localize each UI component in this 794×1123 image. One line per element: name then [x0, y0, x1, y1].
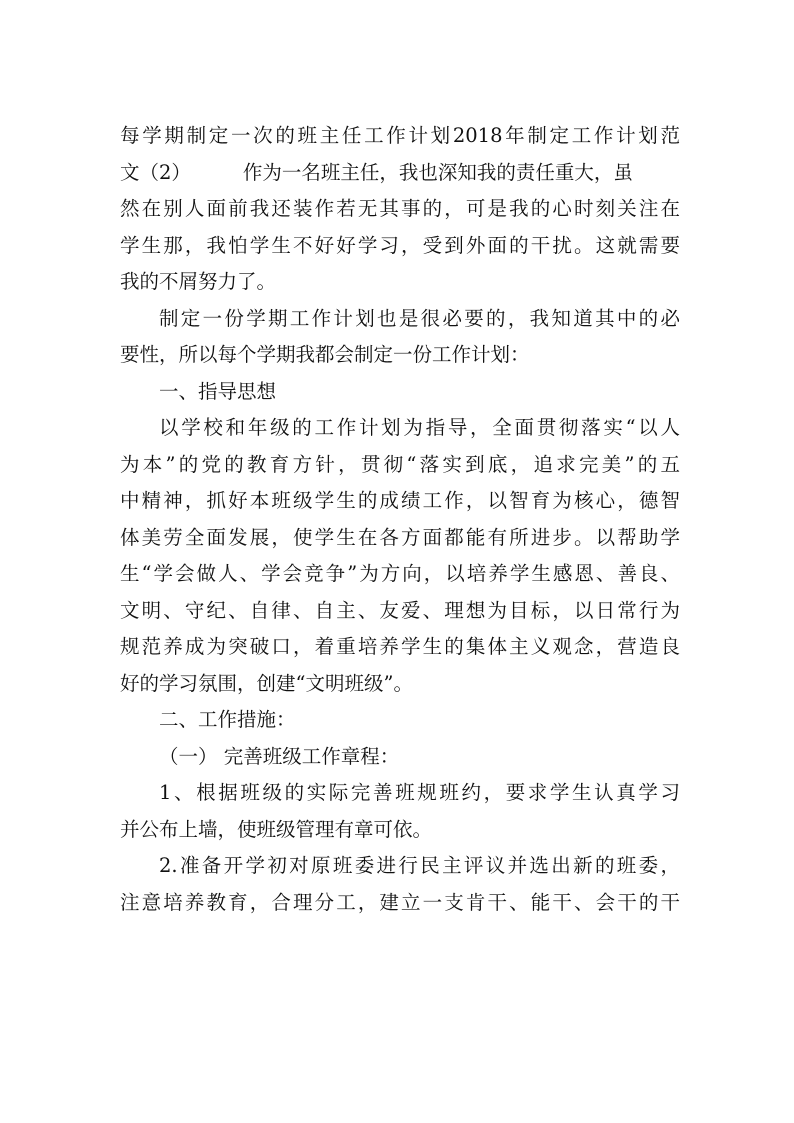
body-line: 中精神，抓好本班级学生的成绩工作，以智育为核心，德智: [120, 489, 680, 512]
title-line-2: [120, 155, 680, 192]
document-body: [120, 118, 680, 921]
body-line: 2.准备开学初对原班委进行民主评议并选出新的班委，: [159, 854, 680, 877]
body-line: 生“学会做人、学会竞争”为方向，以培养学生感恩、善良、: [120, 562, 680, 585]
body-line: 学生那，我怕学生不好好学习，受到外面的干扰。这就需要: [120, 233, 680, 257]
body-line: 制定一份学期工作计划也是很必要的，我知道其中的必: [159, 306, 680, 330]
body-line: 文明、守纪、自律、自主、友爱、理想为目标，以日常行为: [120, 598, 680, 622]
section-heading-guiding-ideology: 一、指导思想: [159, 379, 277, 403]
body-line: 为本”的党的教育方针，贯彻“落实到底，追求完美”的五: [120, 452, 680, 476]
title-line-1: 每学期制定一次的班主任工作计划2018年制定工作计划范: [120, 124, 680, 147]
body-line: 我的不屑努力了。: [120, 270, 277, 293]
section-heading-work-measures: 二、工作措施：: [159, 708, 296, 731]
body-line: 然在别人面前我还装作若无其事的，可是我的心时刻关注在: [120, 197, 680, 220]
intro-start: 作为一名班主任，我也深知我的责任重大，虽: [242, 160, 633, 184]
body-line: 要性，所以每个学期我都会制定一份工作计划：: [120, 343, 530, 366]
body-line: 1、根据班级的实际完善班规班约，要求学生认真学习: [159, 781, 680, 804]
body-line: 以学校和年级的工作计划为指导，全面贯彻落实“以人: [159, 416, 680, 439]
body-line: 好的学习氛围，创建“文明班级”。: [120, 671, 413, 695]
body-line: 注意培养教育，合理分工，建立一支肯干、能干、会干的干: [120, 890, 680, 914]
body-line: 体美劳全面发展，使学生在各方面都能有所进步。以帮助学: [120, 525, 680, 549]
subsection-heading: （一） 完善班级工作章程：: [159, 744, 400, 768]
body-line: 并公布上墙，使班级管理有章可依。: [120, 817, 433, 841]
title-suffix: 文（2）: [120, 160, 191, 184]
body-line: 规范养成为突破口，着重培养学生的集体主义观念，营造良: [120, 635, 680, 658]
